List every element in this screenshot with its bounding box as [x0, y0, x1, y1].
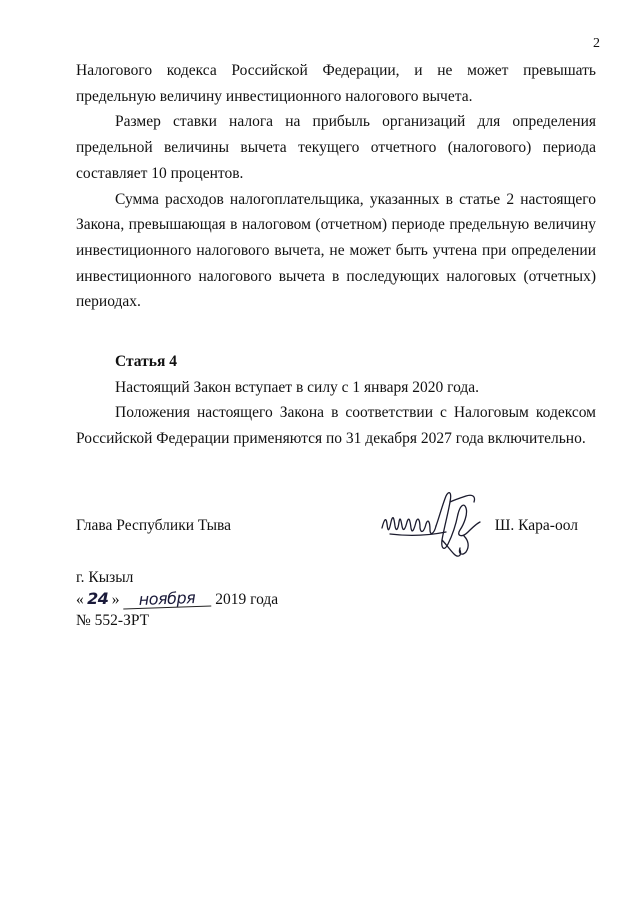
- law-number: № 552-ЗРТ: [76, 612, 150, 629]
- signature-row: [76, 516, 596, 544]
- paragraph-continuation: Налогового кодекса Российской Федерации, и не может превышать предельную величину инвестиционного налогового вычета.: [76, 62, 596, 105]
- open-quote: «: [76, 591, 84, 608]
- page-number: 2: [593, 36, 600, 51]
- document-body: [76, 58, 596, 315]
- handwritten-day: 24: [87, 589, 109, 608]
- place-date-block: [76, 568, 396, 631]
- city-line: г. Кызыл: [76, 569, 134, 586]
- date-line: [76, 588, 396, 611]
- paragraph-tax-rate: Размер ставки налога на прибыль организаций для определения предельной величины вычета текущего отчетного (налогового) периода составляет 10 процентов.: [76, 113, 596, 182]
- article-paragraph-application: Положения настоящего Закона в соответствии с Налоговым кодексом Российской Федерации применяются по 31 декабря 2027 года включительно.: [76, 404, 596, 448]
- article-4: [76, 349, 596, 452]
- handwritten-signature: [376, 484, 492, 568]
- handwritten-month: ноября: [123, 589, 212, 609]
- year-text: 2019 года: [215, 591, 279, 608]
- close-quote: »: [111, 591, 120, 608]
- article-paragraph-effective-date: Настоящий Закон вступает в силу с 1 января 2020 года.: [115, 378, 480, 396]
- paragraph-expenses: Сумма расходов налогоплательщика, указанных в статье 2 настоящего Закона, превышающая в налоговом (отчетном) периоде предельную величину инвестиционного налогового вычета, не может быть учтена при определении инвестиционного налогового вычета в последующих налоговых (отчетных) периодах.: [76, 190, 596, 311]
- article-title: Статья 4: [115, 353, 177, 370]
- signer-name: Ш. Кара-оол: [494, 517, 578, 534]
- signer-role: Глава Республики Тыва: [76, 517, 232, 534]
